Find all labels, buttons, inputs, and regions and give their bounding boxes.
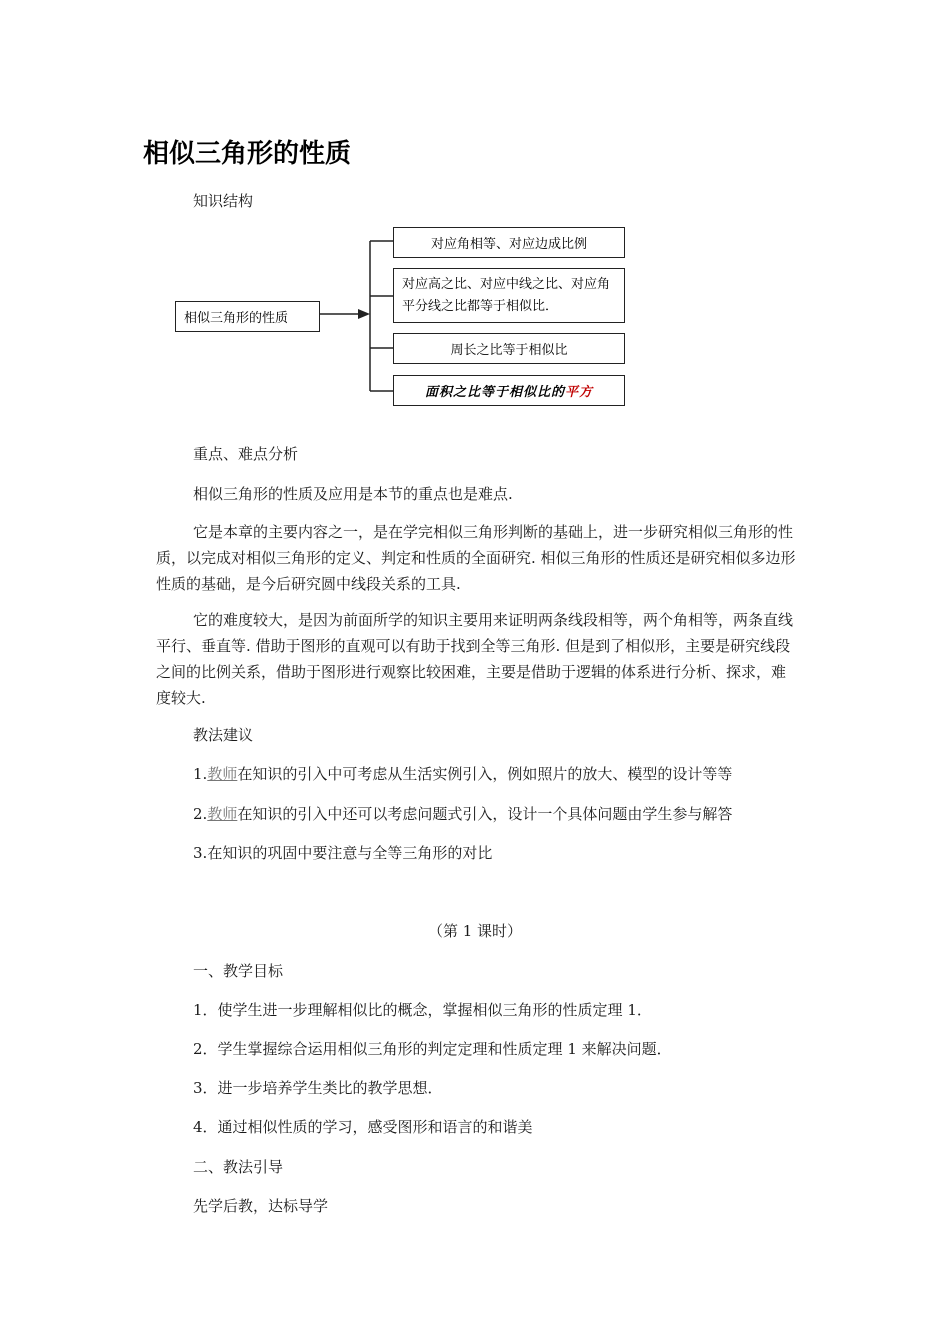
page-title: 相似三角形的性质 xyxy=(143,139,352,169)
method-item-1 xyxy=(193,761,732,787)
diagram-branch-1-label: 对应角相等、对应边成比例 xyxy=(430,237,587,252)
method-item-1-num: 1. xyxy=(193,765,208,783)
diagram-branch-2 xyxy=(393,268,625,323)
method-heading: 教法建议 xyxy=(193,726,254,744)
teacher-link-2[interactable]: 教师 xyxy=(207,805,238,823)
method-item-3 xyxy=(193,840,492,866)
method-item-2 xyxy=(193,801,732,827)
diagram-branch-4-highlight: 平方 xyxy=(565,385,594,400)
key-heading: 重点、难点分析 xyxy=(193,445,299,463)
diagram-branch-4-prefix: 面积之比等于相似比的 xyxy=(424,385,565,400)
method-item-1-text: 在知识的引入中可考虑从生活实例引入，例如照片的放大、模型的设计等等 xyxy=(237,765,733,783)
diagram-branch-3-label: 周长之比等于相似比 xyxy=(450,343,568,358)
diagram-root-box xyxy=(175,301,320,332)
method-item-2-num: 2. xyxy=(193,805,208,823)
goal-item-1: 1．使学生进一步理解相似比的概念，掌握相似三角形的性质定理 1． xyxy=(193,1001,652,1019)
goal-item-2: 2．学生掌握综合运用相似三角形的判定定理和性质定理 1 来解决问题． xyxy=(193,1040,672,1058)
guide-text: 先学后教，达标导学 xyxy=(193,1197,329,1215)
diagram-branch-4 xyxy=(393,375,625,406)
key-paragraph-3: 它的难度较大，是因为前面所学的知识主要用来证明两条线段相等，两个角相等，两条直线平行、垂直等. 借助于图形的直观可以有助于找到全等三角形. 但是到了相似形，主要是研究线段之间的比例关系，借助于图形进行观察比较困难，主要是借助于逻辑的体系进行分析、探求，难度较大. xyxy=(156,611,794,707)
key-paragraph-2: 它是本章的主要内容之一，是在学完相似三角形判断的基础上，进一步研究相似三角形的性质，以完成对相似三角形的定义、判定和性质的全面研究. 相似三角形的性质还是研究相似多边形性质的基础，是今后研究圆中线段关系的工具. xyxy=(156,523,796,593)
method-item-2-text: 在知识的引入中还可以考虑问题式引入，设计一个具体问题由学生参与解答 xyxy=(237,805,733,823)
goal-item-4: 4．通过相似性质的学习，感受图形和语言的和谐美 xyxy=(193,1118,533,1136)
key-paragraph-1: 相似三角形的性质及应用是本节的重点也是难点. xyxy=(193,485,513,503)
knowledge-heading: 知识结构 xyxy=(193,192,254,210)
method-item-3-text: 在知识的巩固中要注意与全等三角形的对比 xyxy=(207,844,493,862)
method-item-3-num: 3. xyxy=(193,844,208,862)
diagram-branch-2-label: 对应高之比、对应中线之比、对应角平分线之比都等于相似比． xyxy=(402,276,611,314)
diagram-root-label: 相似三角形的性质 xyxy=(184,311,289,326)
guide-heading: 二、教法引导 xyxy=(193,1158,284,1176)
goal-item-3: 3．进一步培养学生类比的教学思想． xyxy=(193,1079,443,1097)
lesson-label: （第 1 课时） xyxy=(427,922,523,940)
diagram-branch-4-label xyxy=(425,381,593,400)
diagram-branch-3 xyxy=(393,333,625,364)
teacher-link-1[interactable]: 教师 xyxy=(207,765,238,783)
goal-heading: 一、教学目标 xyxy=(193,962,284,980)
diagram-branch-1 xyxy=(393,227,625,258)
